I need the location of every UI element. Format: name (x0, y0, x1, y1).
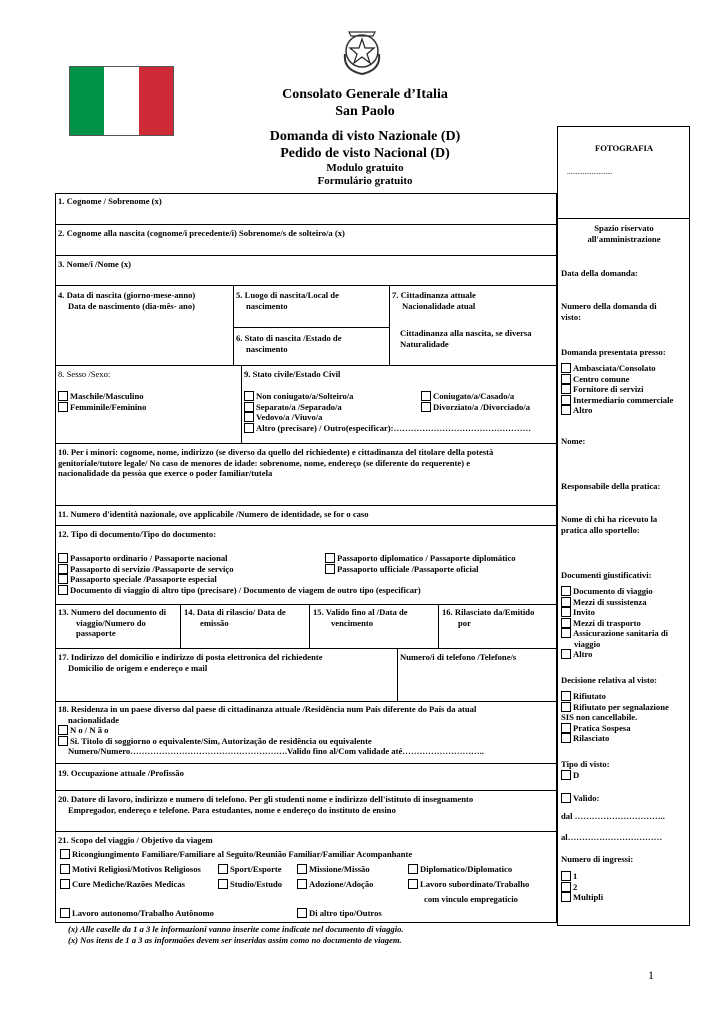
header-block (250, 86, 480, 188)
checkbox[interactable] (58, 736, 68, 746)
checkbox[interactable] (561, 586, 571, 596)
field-11-national-id: 11. Numero d'identità nazionale, ove applicabile /Numero de identidade, se for o caso (58, 509, 369, 519)
document-option: Assicurazione sanitaria di (561, 628, 668, 639)
purpose-option: Missione/Missão (297, 864, 370, 875)
field-5-birth-place: 5. Luogo di nascita/Local de nascimento (236, 290, 339, 311)
presented-option: Fornitore di servizi (561, 384, 673, 395)
received-by-label: Nome di chi ha ricevuto la pratica allo sportello: (561, 514, 658, 535)
purpose-option: Diplomatico/Diplomatico (408, 864, 512, 875)
footnotes: (x) Alle caselle da 1 a 3 le informazioni vanno inserite come indicate nel documento di viaggio. (x) Nos itens de 1 a 3 as informaões devem ser inseridas assim como no documento de viagem. (68, 924, 404, 945)
checkbox[interactable] (244, 391, 254, 401)
purpose-option: Adozione/Adoção (297, 879, 373, 890)
checkbox[interactable] (60, 879, 70, 889)
valid-from: dal ………………………….. (561, 811, 665, 821)
document-type-options-right: Passaporto diplomatico / Passaporte diplomático Passaporto ufficiale /Passaporte oficial (325, 553, 516, 574)
document-option: Invito (561, 607, 668, 618)
field-3-first-name: 3. Nome/i /Nome (x) (58, 259, 132, 269)
field-12-document-type: 12. Tipo di documento/Tipo do documento: (58, 529, 217, 539)
presented-option: Intermediario commerciale (561, 395, 673, 406)
presented-option: Altro (561, 405, 673, 416)
field-10-minors: 10. Per i minori: cognome, nome, indirizzo (se diverso da quello del richiedente) e cittadinanza del titolare della potestà genitoriale/tutore legale/ No caso de menores de idade: sobrenome, nome, endereço (se diferente do requerente) e nacionalidade da pessòa que exerce o poder familiar/tutela (58, 447, 494, 478)
photo-dots: .......................... (567, 168, 613, 176)
checkbox[interactable] (408, 879, 418, 889)
purpose-option: Motivi Religiosi/Motivos Religiosos (60, 864, 201, 875)
field-17-address: 17. Indirizzo del domicilio e indirizzo di posta elettronica del richiedente Domicilio de origem e endereço e mail (58, 652, 323, 673)
responsible-label: Responsabile della pratica: (561, 481, 661, 491)
checkbox[interactable] (58, 574, 68, 584)
field-13-document-number: 13. Numero del documento di viaggio/Numero do passaporte (58, 607, 166, 638)
checkbox[interactable] (561, 691, 571, 701)
checkbox[interactable] (561, 892, 571, 902)
field-20-employer: 20. Datore di lavoro, indirizzo e numero di telefono. Per gli studenti nome e indirizzo dell'istituto di insegnamento Empregador, endereço e telefone. Para estudantes, nome e endereço do instituto de ensino (58, 794, 474, 815)
reserved-label: Spazio riservato all'amministrazione (587, 223, 661, 244)
decision-options: Rifiutato Rifiutato per segnalazione SIS non cancellabile. Pratica Sospesa Rilasciato (561, 691, 669, 743)
field-6-birth-country: 6. Stato di nascita /Estado de nascimento (236, 333, 342, 354)
flag-white-stripe (104, 67, 138, 135)
documents-options: Documento di viaggio Mezzi di sussistenza Invito Mezzi di trasporto Assicurazione sanitaria di viaggio Altro (561, 586, 668, 660)
field-7-birth-citizenship: Cittadinanza alla nascita, se diversa Naturalidade (400, 328, 532, 349)
city-name: San Paolo (335, 104, 395, 119)
photo-label: FOTOGRAFIA (594, 143, 654, 153)
consulate-name: Consolato Generale d’Italia (282, 87, 448, 102)
checkbox[interactable] (561, 405, 571, 415)
field-15-valid-until: 15. Valido fino al /Data de vencimento (313, 607, 408, 628)
emblem-seal (337, 24, 387, 78)
field-19-occupation: 19. Occupazione attuale /Profissão (58, 768, 184, 778)
marital-options-right: Coniugato/a/Casado/a Divorziato/a /Divorciado/a (421, 391, 530, 412)
checkbox[interactable] (325, 564, 335, 574)
checkbox[interactable] (561, 363, 571, 373)
checkbox[interactable] (244, 402, 254, 412)
purpose-option: Lavoro subordinato/Trabalho (408, 879, 529, 890)
checkbox[interactable] (561, 628, 571, 638)
field-18-residence: 18. Residenza in un paese diverso dal paese di cittadinanza attuale /Residência num País diferente do País da atual nacionalidade N o / N ã o Si. Titolo di soggiorno o equivalente/Sim, Autorização de residência ou equivalente Numero/Numero……………………………………………….Valido fino al/Com validade até……………………….. (58, 704, 484, 756)
checkbox[interactable] (561, 607, 571, 617)
presented-options (561, 363, 673, 416)
italian-flag (69, 66, 174, 136)
checkbox[interactable] (297, 879, 307, 889)
presented-option: Ambasciata/Consolato (561, 363, 673, 374)
checkbox[interactable] (561, 871, 571, 881)
marital-options: Non coniugato/a/Solteiro/a Separato/a /Separado/a Vedovo/a /Viuvo/a Altro (precisare) / Outro(especificar):………………………………………… (244, 391, 531, 433)
valid-label: Valido: (561, 793, 599, 804)
checkbox[interactable] (60, 849, 70, 859)
checkbox[interactable] (297, 908, 307, 918)
sex-options: Maschile/Masculino Femminile/Feminino (58, 391, 146, 412)
field-9-marital-status: 9. Stato civile/Estado Civil (244, 369, 341, 379)
checkbox[interactable] (561, 384, 571, 394)
page-number: 1 (648, 968, 654, 982)
checkbox[interactable] (297, 864, 307, 874)
checkbox[interactable] (58, 402, 68, 412)
checkbox[interactable] (60, 908, 70, 918)
field-14-issue-date: 14. Data di rilascio/ Data de emissão (184, 607, 286, 628)
checkbox[interactable] (561, 723, 571, 733)
checkbox[interactable] (58, 391, 68, 401)
checkbox[interactable] (561, 395, 571, 405)
purpose-option-cont: com vinculo empregaticio (424, 894, 518, 904)
field-2-birth-surname: 2. Cognome alla nascita (cognome/i precedente/i) Sobrenome/s de solteiro/a (x) (58, 228, 345, 238)
documents-label: Documenti giustificativi: (561, 570, 652, 580)
entries-label: Numero di ingressi: (561, 854, 634, 864)
application-number-label: Numero della domanda di visto: (561, 301, 657, 322)
decision-label: Decisione relativa al visto: (561, 675, 658, 685)
checkbox[interactable] (561, 374, 571, 384)
checkbox[interactable] (244, 412, 254, 422)
purpose-option: Lavoro autonomo/Trabalho Autônomo (60, 908, 214, 919)
checkbox[interactable] (244, 423, 254, 433)
checkbox[interactable] (58, 564, 68, 574)
document-option: Altro (561, 649, 668, 660)
field-21-purpose: 21. Scopo del viaggio / Objetivo da viagem (58, 835, 213, 845)
field-7-citizenship: 7. Cittadinanza attuale Nacionalidade atual (392, 290, 476, 311)
presented-at-label: Domanda presentata presso: (561, 347, 666, 357)
free-form-it: Modulo gratuito (326, 162, 404, 174)
checkbox[interactable] (561, 770, 571, 780)
entries-options: 1 2 Multipli (561, 871, 603, 903)
visa-type-d: D (561, 770, 579, 781)
checkbox[interactable] (421, 391, 431, 401)
checkbox[interactable] (421, 402, 431, 412)
document-option: Mezzi di sussistenza (561, 597, 668, 608)
document-type-options: Passaporto ordinario / Passaporte nacional Passaporto di servizio /Passaporte de serviço Passaporto speciale /Passaporte especial Documento di viaggio di altro tipo (precisare) / Documento de viagem de outro tipo (especificar) (58, 553, 421, 595)
application-date-label: Data della domanda: (561, 268, 638, 278)
checkbox[interactable] (218, 864, 228, 874)
checkbox[interactable] (58, 585, 68, 595)
checkbox[interactable] (561, 702, 571, 712)
field-8-sex: 8. Sesso /Sexo: (58, 369, 111, 379)
field-4-birth-date: 4. Data di nascita (giorno-mese-anno) Data de nascimento (dia-mês- ano) (58, 290, 196, 311)
visa-type-label: Tipo di visto: (561, 759, 610, 769)
form-title-pt: Pedido de visto Nacional (D) (280, 146, 450, 161)
checkbox[interactable] (561, 649, 571, 659)
purpose-option: Studio/Estudo (218, 879, 282, 890)
purpose-option: Sport/Esporte (218, 864, 282, 875)
checkbox[interactable] (58, 725, 68, 735)
purpose-option: Ricongiungimento Familiare/Familiare al Seguito/Reunião Familiar/Familiar Acompanhante (60, 849, 412, 860)
purpose-option: Cure Mediche/Razões Medicas (60, 879, 185, 890)
flag-green-stripe (70, 67, 104, 135)
checkbox[interactable] (408, 864, 418, 874)
name-label: Nome: (561, 436, 586, 446)
document-option: Documento di viaggio (561, 586, 668, 597)
checkbox[interactable] (561, 793, 571, 803)
checkbox[interactable] (218, 879, 228, 889)
checkbox[interactable] (561, 618, 571, 628)
free-form-pt: Formulário gratuito (317, 175, 413, 187)
checkbox[interactable] (325, 553, 335, 563)
checkbox[interactable] (561, 733, 571, 743)
purpose-option: Di altro tipo/Outros (297, 908, 382, 919)
document-option: Mezzi di trasporto (561, 618, 668, 629)
flag-red-stripe (139, 67, 173, 135)
field-1-surname: 1. Cognome / Sobrenome (x) (58, 196, 162, 206)
checkbox[interactable] (58, 553, 68, 563)
checkbox[interactable] (561, 882, 571, 892)
form-title-it: Domanda di visto Nazionale (D) (269, 129, 461, 144)
checkbox[interactable] (561, 597, 571, 607)
checkbox[interactable] (60, 864, 70, 874)
presented-option: Centro comune (561, 374, 673, 385)
valid-to: al…………………………… (561, 832, 663, 842)
field-17-phone: Numero/i di telefono /Telefone/s (400, 652, 517, 662)
field-16-issued-by: 16. Rilasciato da/Emitido por (442, 607, 535, 628)
